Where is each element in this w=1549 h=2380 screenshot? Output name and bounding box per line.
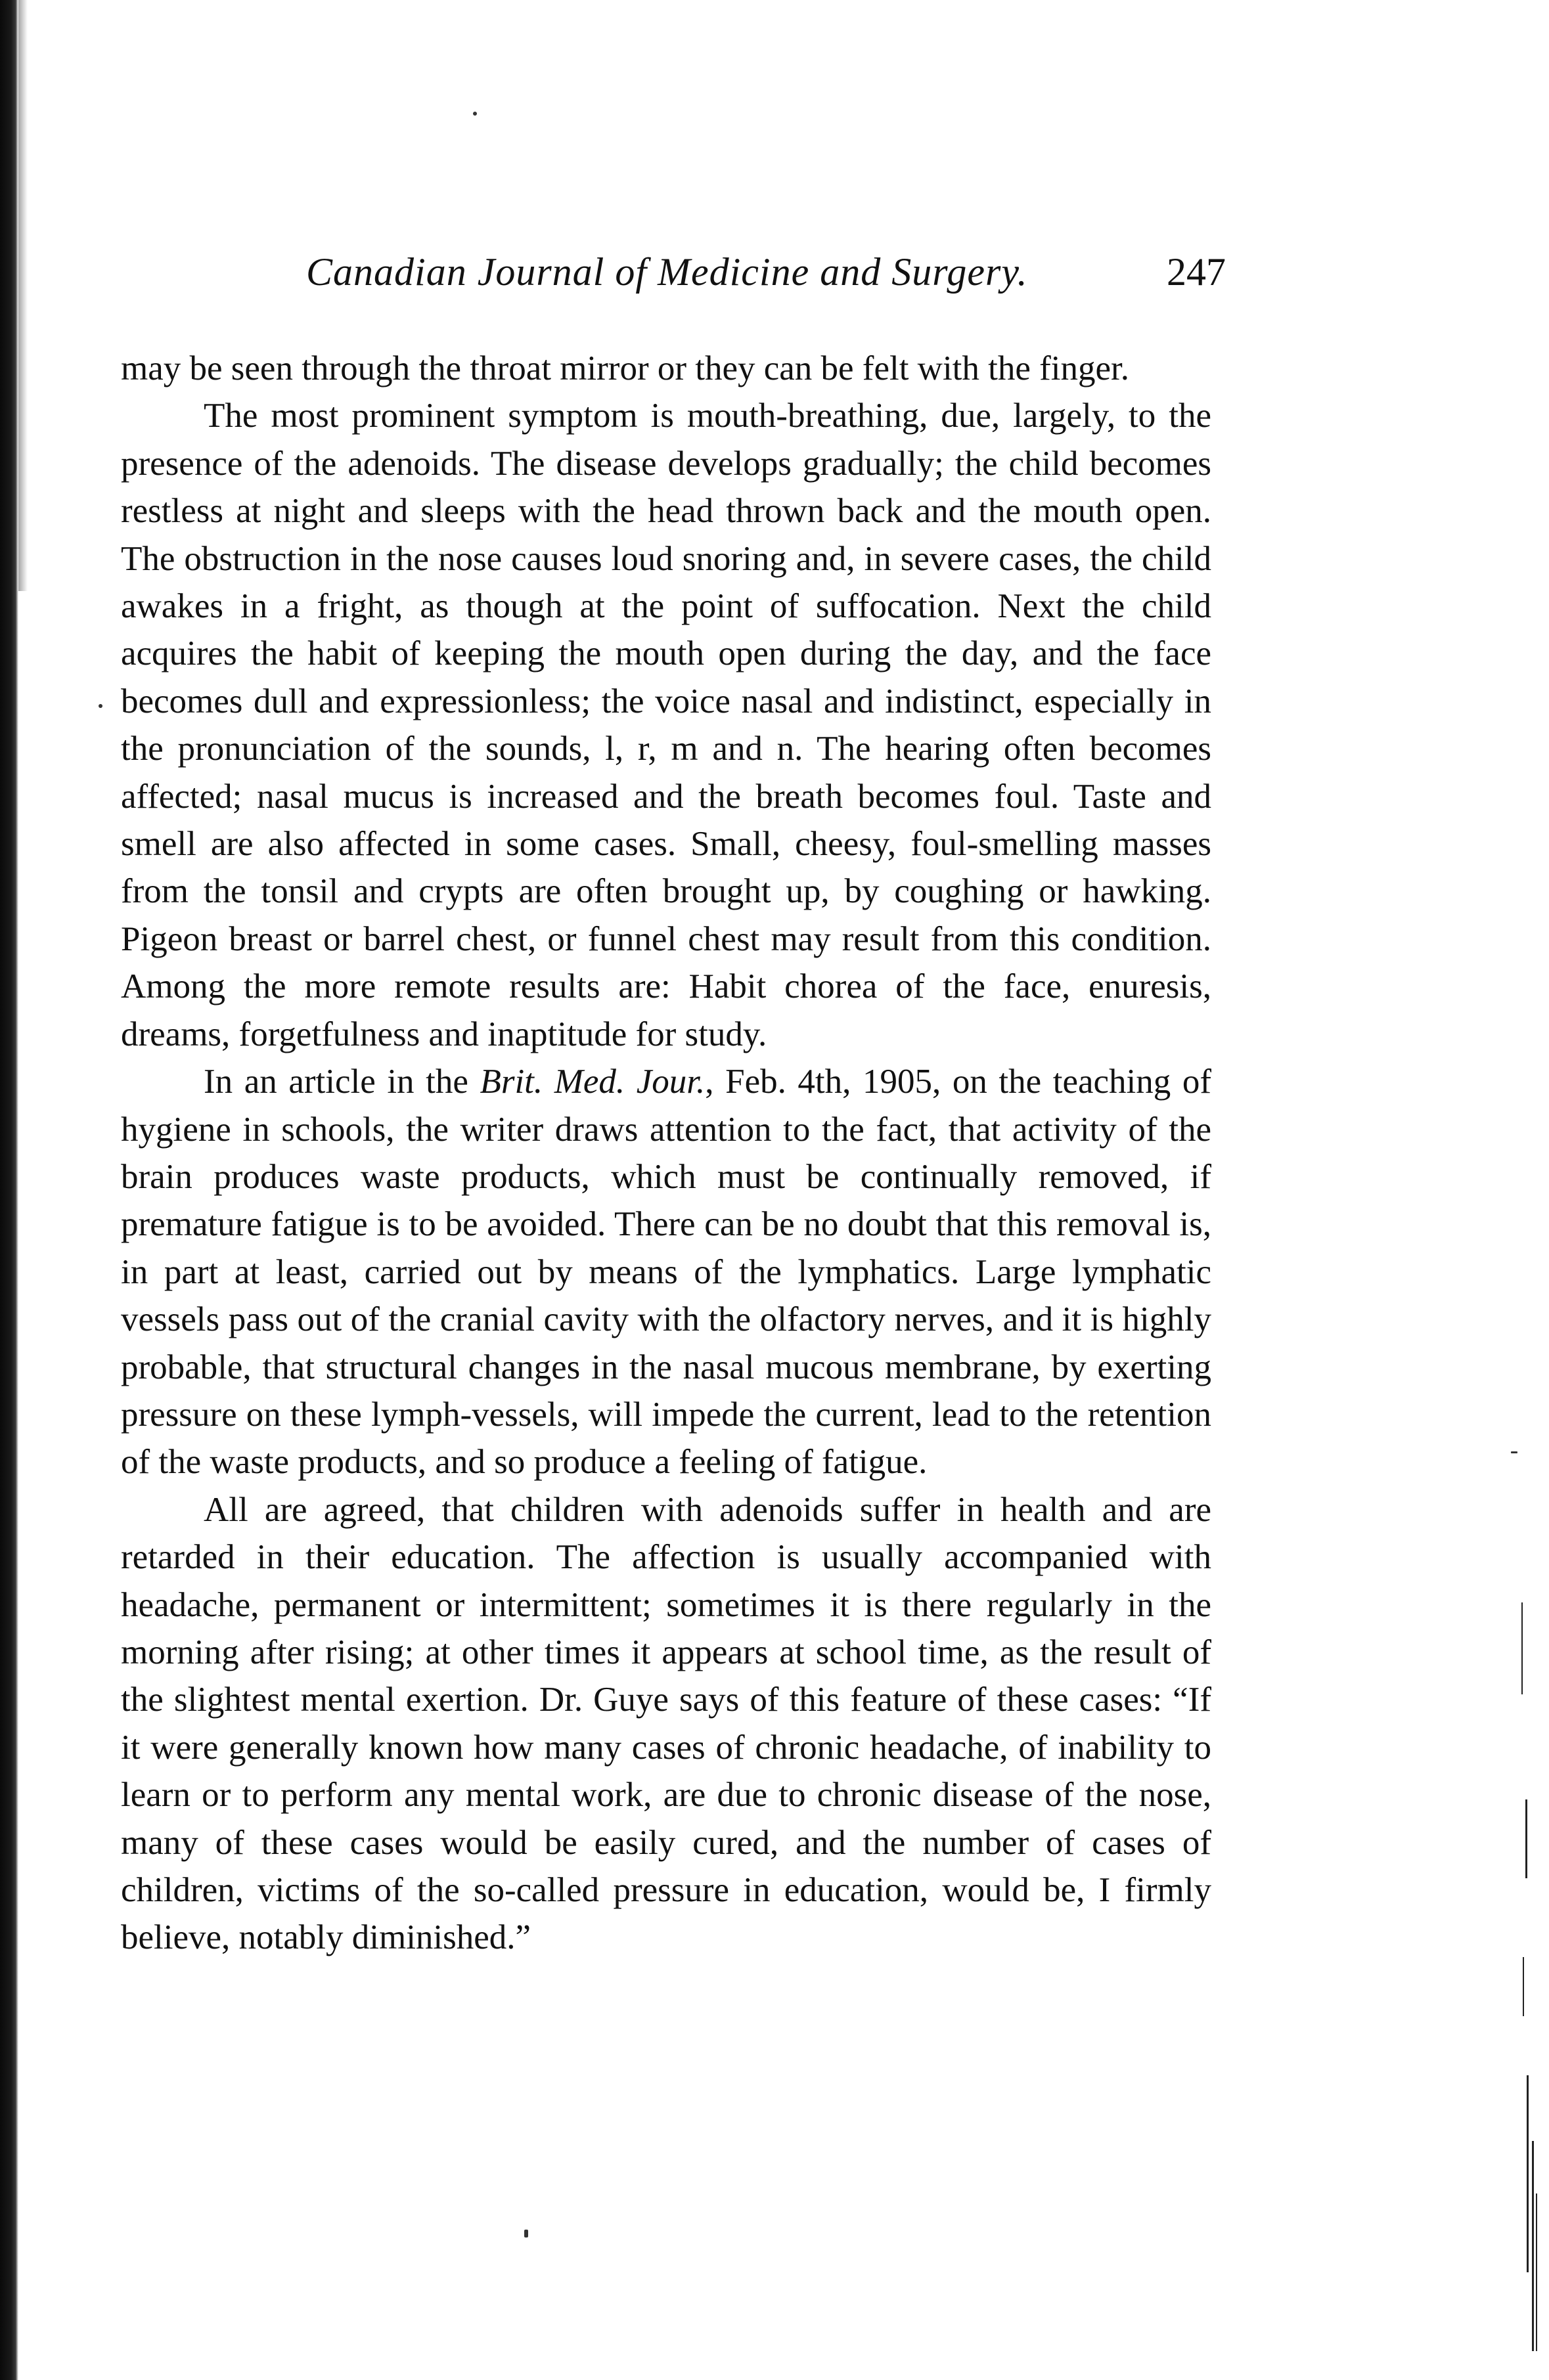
scan-speck xyxy=(524,2230,528,2237)
binding-shadow xyxy=(18,0,28,591)
paragraph-hygiene-lead: In an article in the xyxy=(204,1063,480,1101)
paragraph-education: All are agreed, that children with adenoids suffer in health and are retarded in their education. The affection is usually accompanied with headache, permanent or intermittent; sometimes it is there regularly in the morning after rising; at other times it appears at school time, as the result of the slightest mental exertion. Dr. Guye says of this feature of these cases: “If it were generally known how many cases of chronic headache, of inability to learn or to perform any mental work, are due to chronic disease of the nose, many of these cases would be easily cured, and the number of cases of children, victims of the so-called pressure in education, would be, I firmly believe, notably diminished.” xyxy=(121,1490,1211,1957)
paragraph-hygiene xyxy=(121,1058,1211,1486)
page-header xyxy=(306,250,1226,315)
paragraph-hygiene-rest: , Feb. 4th, 1905, on the teaching of hygiene in schools, the writer draws attention to the fact, that activity of the brain produces waste products, which must be continually removed, if premature fatigue is to be avoided. There can be no doubt that this removal is, in part at least, carried out by means of the lymphatics. Large lymphatic vessels pass out of the cranial cavity with the olfactory nerves, and it is highly probable, that structural changes in the nasal mucous membrane, by exerting pressure on these lymph-vessels, will impede the current, lead to the retention of the waste products, and so produce a feeling of fatigue. xyxy=(121,1063,1211,1482)
running-title: Canadian Journal of Medicine and Surgery. xyxy=(306,250,1028,294)
margin-scan-marks xyxy=(1516,1602,1542,2358)
scan-speck xyxy=(99,704,102,708)
scan-speck xyxy=(473,112,477,116)
journal-citation: Brit. Med. Jour. xyxy=(480,1063,706,1101)
paragraph-continued: may be seen through the throat mirror or they can be felt with the finger. xyxy=(121,349,1130,387)
binding-edge xyxy=(0,0,18,2380)
article-body xyxy=(121,345,1211,1962)
page-number: 247 xyxy=(1167,250,1226,294)
paragraph-symptoms: The most prominent symptom is mouth-breathing, due, largely, to the presence of the adenoids. The disease develops gradually; the child becomes restless at night and sleeps with the head thrown back and the mouth open. The obstruction in the nose causes loud snoring and, in severe cases, the child awakes in a fright, as though at the point of suffocation. Next the child acquires the habit of keeping the mouth open during the day, and the face becomes dull and expressionless; the voice nasal and indistinct, especially in the pronunciation of the sounds, l, r, m and n. The hearing often becomes affected; nasal mucus is increased and the breath becomes foul. Taste and smell are also affected in some cases. Small, cheesy, foul-smelling masses from the tonsil and crypts are often brought up, by coughing or hawking. Pigeon breast or barrel chest, or funnel chest may result from this condition. Among the more remote results are: Habit chorea of the face, enuresis, dreams, forgetfulness and inaptitude for study. xyxy=(121,397,1211,1053)
scan-speck xyxy=(1511,1451,1517,1453)
